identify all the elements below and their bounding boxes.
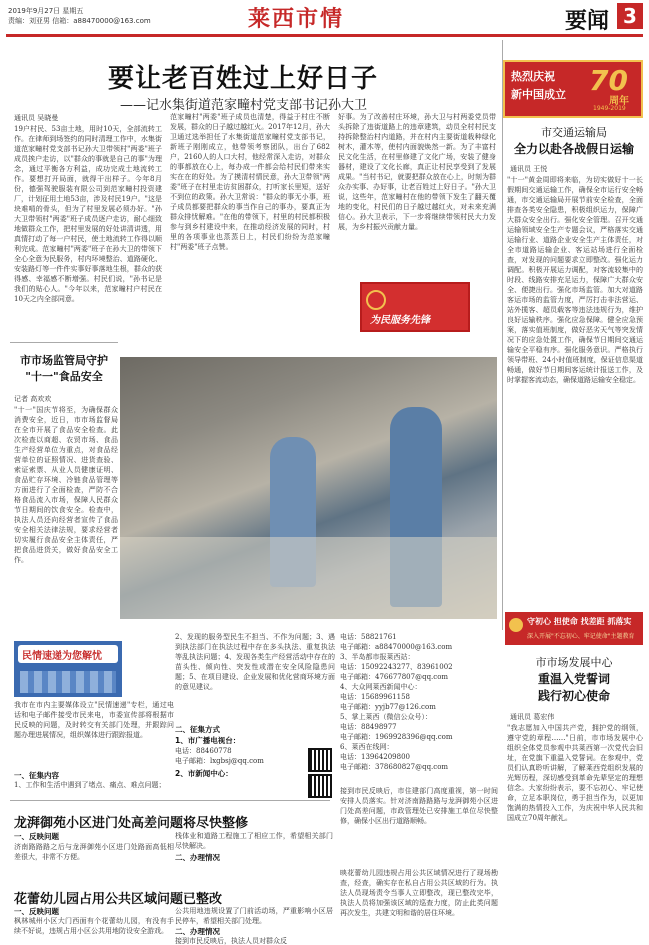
lead-title: 要让老百姓过上好日子: [108, 64, 379, 94]
badge-number: 70: [589, 64, 628, 97]
badge-years: 1949-2019: [593, 105, 626, 112]
lead-column-1: 19户村民、53亩土地，用时10天，全部流转工作。在律师到场签约的同时清理工作中，水集街道范家疃村党支部书记孙大卫带领村"两委"班子成员挨户走访，以"群众的事就是自己的事"为理念，通过平衡各方利益，成功完成土地流转工作。要想打开局面，就得干出样子。今年8月份，德强驾驶服装有限公司到范家疃村投资建厂，计划征用土地53亩，涉及村民19户。"这是块难啃的骨头，但为了村里发展必须办好。"孙大卫带领村"两委"班子成员逐户走访，耐心细致地做群众工作，把村里发展的好处讲清讲透，用真情打动了每一户村民，使土地流转工作得以顺利完成。范家疃村"两委"班子在孙大卫的带领下全心全意为民服务，村内环境整治、道路硬化、安装路灯等一件件实事好事落地生根，群众的获得感、幸福感不断增强。村民们说，"孙书记是我们的贴心人。"今年以来，范家疃村户村民在10天之内全部同意。: [14, 125, 162, 303]
emblem-icon: [366, 290, 386, 310]
complaint-header: 民情速递为您解忧: [22, 651, 102, 662]
counter-area: [120, 537, 497, 619]
story2-title: 花蕾幼儿园占用公共区域问题已整改: [14, 892, 223, 907]
complaint-items: 2、发现的服务型民生不担当、不作为问题；3、遇到执法部门在执法过程中存在多头执法、重复执法等乱执法问题；4、发现各类生产经营活动中存在的苗头性、倾向性、突发性或潜在安全风险隐患问题；5、在项目建设、企业发展和优化营商环境方面的意见建议。: [175, 633, 335, 691]
story2-label-2: 二、办理情况: [175, 927, 220, 936]
traffic-body: "十一"黄金周即将来临，为切实做好十一长假期间交通运输工作，确保全市运行安全畅通，市交通运输局开展节前安全检查，全面排查各类安全隐患，积极组织运力，保障广大群众安全出行。强化安全管理。召开交通运输领域安全生产专题会议，严格落实交通运输行业、道路企业安全生产主体责任，对全市道路运输企业、客运站场进行全面检查，对发现的问题要求立即整改。强化运力调配。积极开展运力调配，对客流较集中的时段、线路安排充足运力，保障广大群众安全、便捷出行。强化市场监管。加大对道路客运市场的监管力度，严厉打击非法营运、站外揽客、超员载客等违法违规行为，维护良好运输秩序。强化应急保障。健全应急预案，落实值班制度，做好恶劣天气等突发情况下的应急处置工作，确保节日期间交通运输安全平稳有序。强化服务意识。严格执行领导带班、24小时值班制度，保证信息渠道畅通，做好节日期间客运统计报送工作，及时掌握客流动态，确保道路运输安全稳定。: [507, 176, 643, 384]
traffic-title: 全力以赴各战假日运输: [513, 142, 634, 156]
lead-subtitle: ——记水集街道范家疃村党支部书记孙大卫: [120, 98, 368, 113]
complaint-header-box: [14, 641, 122, 697]
party-banner-line2: 深入开展"不忘初心、牢记使命"主题教育: [527, 633, 635, 640]
development-org: 市市场发展中心: [535, 656, 613, 669]
city-skyline-icon: [20, 671, 116, 693]
masthead: 莱西市情: [248, 6, 345, 32]
service-banner: [360, 282, 470, 332]
story1-label: 一、反映问题: [14, 832, 59, 841]
section-divider: [10, 342, 118, 343]
development-reporter: 通讯员 葛宏伟: [510, 713, 555, 721]
story1-body: 济南路路路之后与龙湃御苑小区进门处路面高低相差很大，非常不方便。: [14, 843, 174, 861]
traffic-org: 市交通运输局: [541, 126, 607, 139]
party-emblem-icon: [509, 618, 523, 632]
column-divider: [502, 40, 503, 630]
development-body: "我志愿加入中国共产党，拥护党的纲领，遵守党的章程……"日前，市市场发展中心组织全体党员参观中共莱西第一次党代会旧址，在党旗下重温入党誓词。在参观中，党员们认真聆听讲解，了解莱西党组织发展的光辉历程，深切感受到革命先辈坚定的理想信念。大家纷纷表示，要不忘初心、牢记使命，立足本职岗位，勇于担当作为，以更加饱满的热情投入工作，为庆祝中华人民共和国成立70周年献礼。: [507, 724, 643, 822]
news-center-label: 2、市新闻中心：: [175, 769, 233, 778]
complaint-item-1: 1、工作和生活中遇到了堵点、痛点、难点问题；: [14, 781, 166, 789]
story1-mid: 栈体业和道路工程施工了相应工作，希望相关部门尽快解决。: [175, 832, 333, 850]
story2-body: 枫林城州小区大门西面有个花蕾幼儿园，有没有手续不好说，违规占用小区公共用地防设安全游戏。: [14, 917, 174, 935]
complaint-intro: 我市在市内主要媒体设立"民情速递"专栏，通过电话和电子邮件接受市民来电，市委宣传部将根据市民反映的问题，及时转交有关部门处理，并跟踪问题办理进展情况，组织媒体进行跟踪报道。: [14, 701, 174, 739]
development-title-1: 重温入党誓词: [537, 672, 610, 686]
market-title-2: "十一"食品安全: [25, 370, 103, 383]
qr-code-icon: [308, 748, 332, 772]
lead-column-2: 范家疃村"两委"班子成员也清楚，得益于村庄不断发展，群众的日子越过越红火。2017年12月，孙大卫通过选举担任了水集街道范家疃村党支部书记，新班子刚刚成立，他带领考察团队，出台了682户，2160人的人口大村，他经常深入走访，对群众的事都放在心上，每办成一件都会给村民们带来实实在在的好处。为了摸清村情民意，孙大卫带领"两委"班子在村里走访贫困群众，打听家长里短，送好不到位的政策。孙大卫常说："群众的事无小事，班子成员都要把群众的事当作自己的事办，要真正为群众排忧解难。"在他的带领下，村里的村民都积极参与到乡村建设中来，在推动经济发展的同时，村里的各项事业也蒸蒸日上，村民们纷纷为范家疃村"两委"班子点赞。: [170, 113, 330, 251]
badge-line1: 热烈庆祝: [511, 70, 555, 83]
editor-info: 责编：刘亚男 信箱：a88470000@163.com: [8, 17, 151, 25]
market-body: "十一"国庆节将至，为确保群众消费安全，近日，市市场监督局在全市开展了食品安全检查。此次检查以商超、农贸市场、食品生产经营单位为重点，对食品经营单位的证照情况、进货查验、索证索票、从业人员健康证明、食品贮存环境、冷链食品管理等方面进行了全面检查，严防不合格食品流入市场，保障人民群众节日期间的饮食安全。检查中，执法人员还向经营者宣传了食品安全相关法律法规，要求经营者切实履行食品安全主体责任，严把食品进货关，做好食品安全工作。: [14, 406, 118, 564]
badge-line2: 新中国成立: [511, 88, 566, 101]
complaint-label-2: 二、征集方式: [175, 725, 220, 734]
contact-list: 电话：58821761 电子邮箱：a88470000@163.com 3、半岛都市报莱西站： 电话：15092243277、83961002 电子邮箱：476677807@qq.com 4、大众网莱西新闻中心： 电话：15689961158 电子邮箱：yyjb77@126.com 5、掌上莱西（微信公众号）： 电话：88498977 电子邮箱：1969928396@qq.com 6、莱西在线网： 电话：13964209800 电子邮箱：378680827@qq.com: [340, 633, 453, 771]
development-title-2: 践行初心使命: [537, 689, 610, 703]
qr-code-icon: [308, 774, 332, 798]
inspection-photo: [120, 357, 497, 619]
traffic-reporter: 通讯员 王悦: [510, 165, 548, 173]
story1-label-2: 二、办理情况: [175, 853, 220, 862]
party-banner-line1: 守初心 担使命 找差距 抓落实: [527, 617, 632, 626]
radio-email: 电子邮箱：lxgbsj@qq.com: [175, 757, 264, 765]
service-banner-text: 为民服务先锋: [370, 315, 430, 326]
market-title-1: 市市场监管局守护: [20, 354, 108, 367]
badge-suffix: 周年: [609, 96, 629, 107]
story2-label: 一、反映问题: [14, 907, 59, 916]
radio-phone: 电话：88460778: [175, 747, 232, 755]
issue-date: 2019年9月27日 星期五: [8, 7, 84, 15]
lead-reporter: 通讯员 吴晓曼: [14, 114, 59, 122]
story1-result: 接到市民反映后，市住建部门高度重视，第一时间安排人员落实。针对济南路路路与龙湃御苑小区进门处高差问题，市政管理处已安排施工单位尽快整修，确保小区出行道路顺畅。: [340, 787, 498, 825]
header-rule: [6, 34, 643, 37]
anniversary-badge: [503, 60, 643, 118]
lead-column-3: 好事。为了改善村庄环境，孙大卫与村两委党员带头拆除了违街道路上的违章建筑，动员全村村民支持拆除整治村内道路，并在村内主要街道栽种绿化树木，灌木等，使村内面貌焕然一新。为了丰富村民文化生活，在村里修建了文化广场，安装了健身器材，建设了文化长廊，真正让村民享受到了发展成果。"当村书记，就要把群众放在心上，时刻为群众办实事、办好事，让老百姓过上好日子。"孙大卫说，这些年，范家疃村在他的带领下发生了翻天覆地的变化，村民们的日子越过越红火，对未来充满信心。孙大卫表示，下一步将继续带领村民大力发展，为乡村振兴贡献力量。: [338, 113, 496, 231]
complaint-label-1: 一、征集内容: [14, 771, 59, 780]
party-education-banner: [505, 612, 643, 645]
story1-title: 龙湃御苑小区进门处高差问题将尽快整修: [14, 816, 249, 831]
story2-result: 映花蕾幼儿园违规占用公共区域情况进行了现场勘查，经查，确实存在私自占用公共区域的行为。执法人员现场责令当事人立即整改，现已整改完毕，执法人员将加强该区域的巡查力度，防止此类问题再次发生，共建文明和谐的居住环境。: [340, 869, 498, 917]
section-name: 要闻: [565, 9, 610, 34]
story2-mid2: 接到市民反映后，执法人员对群众反: [175, 937, 287, 945]
radio-label: 1、市广播电视台：: [175, 736, 241, 745]
market-reporter: 记者 高欢欢: [14, 395, 52, 403]
story2-mid: 公共用地违规设置了门前活动场，严重影响小区居民停车，希望相关部门处理。: [175, 907, 333, 925]
section-divider: [10, 800, 330, 801]
page-number: 3: [617, 3, 643, 29]
